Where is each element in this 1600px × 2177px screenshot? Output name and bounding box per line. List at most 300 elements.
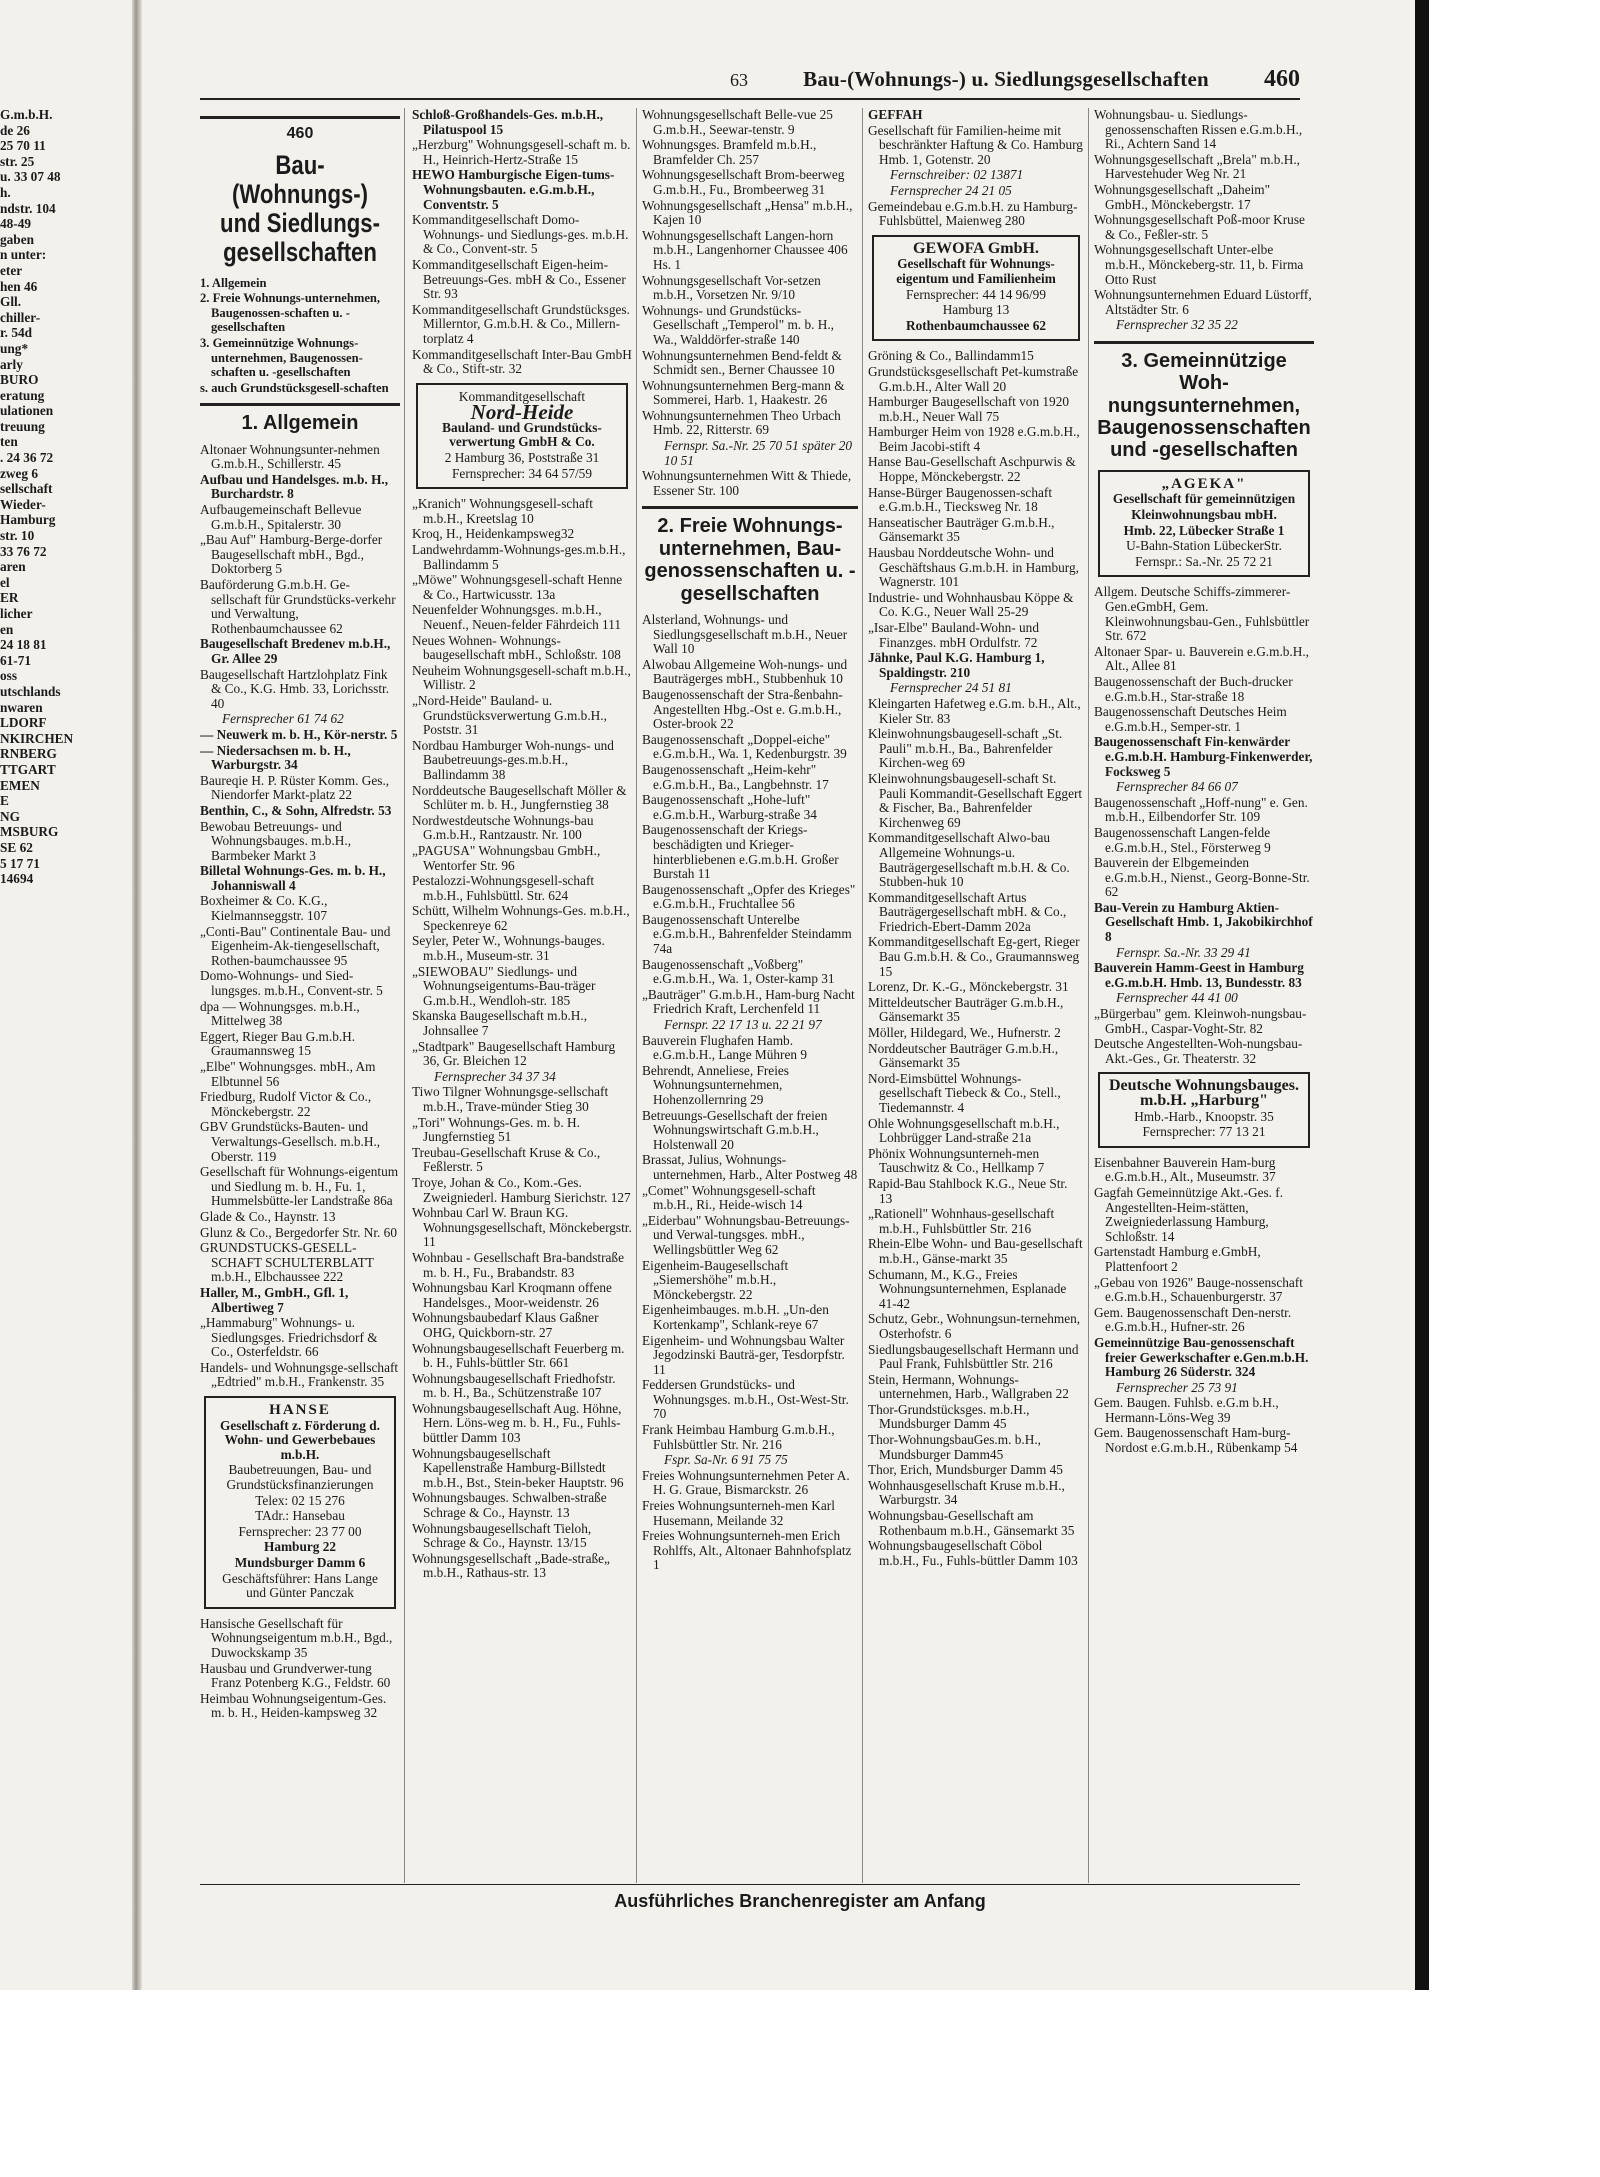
column-3 xyxy=(642,108,858,1908)
fragment-line: LDORF xyxy=(0,715,47,731)
directory-entry: Heimbau Wohnungseigentum-Ges. m. b. H., Heiden-kampsweg 32 xyxy=(200,1690,387,1721)
directory-entry: Wohnungsbauges. Schwalben-straße Schrage & Co., Haynstr. 13 xyxy=(412,1490,607,1521)
directory-entry: Baugenossenschaft Deutsches Heim e.G.m.b.H., Semper-str. 1 xyxy=(1094,704,1287,734)
directory-entry: Norddeutscher Bauträger G.m.b.H., Gänsemarkt 35 xyxy=(868,1040,1059,1071)
fragment-line: h. xyxy=(0,184,11,200)
column-1 xyxy=(200,108,400,1908)
directory-entry: Eigenheim-Baugesellschaft „Siemershöhe" m.b.H., Mönckebergstr. 22 xyxy=(642,1257,789,1302)
directory-entry: Wohnungsunternehmen Witt & Thiede, Essener Str. 100 xyxy=(642,468,852,498)
directory-entry: „Tori" Wohnungs-Ges. m. b. H. Jungfernstieg 51 xyxy=(412,1114,580,1145)
directory-entry: Wohnungsges. Bramfeld m.b.H., Bramfelder Ch. 257 xyxy=(642,137,817,167)
directory-entry: Gesellschaft für Wohnungs-eigentum und Siedlung m. b. H., Fu. 1, Hummelsbütte-ler Landstraße 86a xyxy=(200,1164,399,1209)
directory-entry: Freies Wohnungsunternehmen Peter A. H. G. Graue, Bismarckstr. 26 xyxy=(642,1467,850,1498)
nord-heide-ad-box xyxy=(416,383,628,490)
directory-entry: Freies Wohnungsunterneh-men Karl Husemann, Meilande 32 xyxy=(642,1498,835,1528)
directory-entry: Grundstücksgesellschaft Pet-kumstraße G.m.b.H., Alter Wall 20 xyxy=(868,363,1079,394)
ad-line: Geschäftsführer: Hans Lange und Günter Panczak xyxy=(222,1570,378,1601)
directory-entry: Fernschreiber: 02 13871 xyxy=(890,167,1024,183)
directory-entry: Wohnungsgesellschaft „Brela" m.b.H., Harvestehuder Weg Nr. 21 xyxy=(1094,151,1300,182)
entry-list xyxy=(412,497,632,1581)
directory-entry: Bauverein Hamm-Geest in Hamburg e.G.m.b.H. Hmb. 13, Bundesstr. 83 xyxy=(1094,960,1304,990)
directory-entry: Lorenz, Dr. K.-G., Mönckebergstr. 31 xyxy=(868,979,1069,995)
directory-entry: Fspr. Sa-Nr. 6 91 75 75 xyxy=(664,1452,788,1468)
directory-entry: Baugenossenschaft „Heim-kehr" e.G.m.b.H., Ba., Langbehnstr. 17 xyxy=(642,761,829,792)
directory-entry: Alwobau Allgemeine Woh-nungs- und Bauträgerges mbH., Stubbenhuk 10 xyxy=(642,656,848,687)
directory-entry: Gröning & Co., Ballindamm15 xyxy=(868,348,1034,364)
directory-entry: Thor-Grundstücksges. m.b.H., Mundsburger Damm 45 xyxy=(868,1401,1030,1432)
fragment-line: ten xyxy=(0,434,18,450)
fragment-line: eratung xyxy=(0,387,45,403)
directory-entry: Fernsprecher 84 66 07 xyxy=(1116,779,1238,795)
directory-entry: Wohnungsbau-Gesellschaft am Rothenbaum m.b.H., Gänsemarkt 35 xyxy=(868,1508,1075,1538)
fragment-line: oss xyxy=(0,668,17,684)
ad-line: Gesellschaft z. Förderung d. Wohn- und Gewerbebaues m.b.H. xyxy=(220,1417,380,1462)
directory-entry: Wohnungsgesellschaft Brom-beerweg G.m.b.H., Fu., Brombeerweg 31 xyxy=(642,167,845,197)
ad-line: Hamburg 13 xyxy=(942,302,1010,318)
directory-entry: Baugenossenschaft „Opfer des Krieges" e.G.m.b.H., Fruchtallee 56 xyxy=(642,881,856,912)
directory-entry: Wohnungsgesellschaft „Bade-straße„ m.b.H., Rathaus-str. 13 xyxy=(412,1550,610,1581)
directory-entry: Kommanditgesellschaft Inter-Bau GmbH & Co., Stift-str. 32 xyxy=(412,346,632,377)
directory-entry: Baugenossenschaft der Buch-drucker e.G.m.b.H., Star-straße 18 xyxy=(1094,673,1293,704)
fragment-line: el xyxy=(0,574,10,590)
directory-entry: GEFFAH xyxy=(868,108,923,122)
fragment-line: RNBERG xyxy=(0,746,57,762)
directory-entry: dpa — Wohnungsges. m.b.H., Mittelweg 38 xyxy=(200,998,360,1029)
directory-entry: Seyler, Peter W., Wohnungs-bauges. m.b.H., Museum-str. 31 xyxy=(412,933,605,964)
directory-entry: Norddeutsche Baugesellschaft Möller & Schlüter m. b. H., Jungfernstieg 38 xyxy=(412,782,627,813)
fragment-line: r. 54d xyxy=(0,325,33,341)
ad-line: 2 Hamburg 36, Poststraße 31 xyxy=(444,450,600,466)
entry-list xyxy=(1094,1156,1314,1456)
entry-list xyxy=(200,443,400,1390)
directory-entry: Wohnungsbaugesellschaft Feuerberg m. b. H., Fuhls-büttler Str. 661 xyxy=(412,1340,625,1371)
entry-list xyxy=(1094,585,1314,1066)
ad-line: HANSE xyxy=(269,1402,331,1419)
directory-entry: Schütt, Wilhelm Wohnungs-Ges. m.b.H., Speckenreye 62 xyxy=(412,903,630,933)
directory-entry: Ohle Wohnungsgesellschaft m.b.H., Lohbrügger Land-straße 21a xyxy=(868,1115,1060,1146)
directory-entry: Kommanditgesellschaft Alwo-bau Allgemeine Wohnungs-u. Bauträgergesellschaft m.b.H. & Co. Stubben-huk 10 xyxy=(868,830,1070,890)
directory-entry: Kommanditgesellschaft Eg-gert, Rieger Bau G.m.b.H. & Co., Graumannsweg 15 xyxy=(868,934,1080,979)
fragment-line: gaben xyxy=(0,231,34,247)
fragment-line: 61-71 xyxy=(0,652,32,668)
directory-entry: Wohnungsbaubedarf Klaus Gaßner OHG, Quickborn-str. 27 xyxy=(412,1310,599,1340)
directory-entry: Benthin, C., & Sohn, Alfredstr. 53 xyxy=(200,802,392,818)
directory-entry: Wohnhausgesellschaft Kruse m.b.H., Warburgstr. 34 xyxy=(868,1477,1065,1508)
directory-entry: Jähnke, Paul K.G. Hamburg 1, Spaldingstr. 210 xyxy=(868,650,1045,680)
directory-entry: GBV Grundstücks-Bauten- und Verwaltungs-Gesellsch. m.b.H., Oberstr. 119 xyxy=(200,1119,381,1164)
directory-entry: Gemeinnützige Bau-genossenschaft freier Gewerkschafter e.Gen.m.b.H. Hamburg 26 Süderstr. 324 xyxy=(1094,1334,1309,1380)
column-4 xyxy=(868,108,1084,1908)
fragment-line: aren xyxy=(0,559,26,575)
directory-entry: Kleinwohnungsbaugesell-schaft „St. Pauli" m.b.H., Ba., Bahrenfelder Kirchen-weg 69 xyxy=(868,726,1063,771)
fragment-line: en xyxy=(0,621,14,637)
directory-entry: Deutsche Angestellten-Woh-nungsbau-Akt.-Ges., Gr. Theaterstr. 32 xyxy=(1094,1036,1303,1066)
directory-entry: Baugenossenschaft Unterelbe e.G.m.b.H., Bahrenfelder Steindamm 74a xyxy=(642,911,852,957)
directory-entry: Wohnungsgesellschaft „Hensa" m.b.H., Kajen 10 xyxy=(642,197,853,228)
directory-entry: Bau-Verein zu Hamburg Aktien-Gesellschaft Hmb. 1, Jakobikirchhof 8 xyxy=(1094,899,1313,945)
directory-entry: Wohnungsunternehmen Theo Urbach Hmb. 22, Ritterstr. 69 xyxy=(642,407,841,438)
directory-entry: Gem. Baugenossenschaft Ham-burg-Nordost e.G.m.b.H., Rübenkamp 54 xyxy=(1094,1425,1298,1456)
ad-line: Fernsprecher: 77 13 21 xyxy=(1142,1124,1266,1140)
fragment-line: hen 46 xyxy=(0,278,38,294)
directory-entry: Skanska Baugesellschaft m.b.H., Johnsallee 7 xyxy=(412,1008,588,1039)
ad-line: Mundsburger Damm 6 xyxy=(234,1555,366,1571)
directory-entry: Wohnungsgesellschaft Poß-moor Kruse & Co., Feßler-str. 5 xyxy=(1094,212,1305,242)
fragment-line: n unter: xyxy=(0,247,47,263)
ad-line: U-Bahn-Station LübeckerStr. xyxy=(1126,538,1282,554)
directory-entry: „Eiderbau" Wohnungsbau-Betreuungs- und Verwal-tungsges. mbH., Wellingsbüttler Weg 62 xyxy=(642,1212,850,1257)
directory-entry: Hausbau und Grundverwer-tung Franz Potenberg K.G., Feldstr. 60 xyxy=(200,1660,391,1691)
toc-entry: s. auch Grundstücksgesell-schaften xyxy=(200,380,389,395)
directory-entry: Aufbau und Handelsges. m.b. H., Burchardstr. 8 xyxy=(200,471,389,502)
directory-entry: „Bau Auf" Hamburg-Berge-dorfer Baugesellschaft mbH., Bgd., Doktorberg 5 xyxy=(200,532,383,577)
directory-entry: Baugenossenschaft Fin-kenwärder e.G.m.b.H. Hamburg-Finkenwerder, Focksweg 5 xyxy=(1094,734,1313,779)
directory-entry: Kommanditgesellschaft Domo-Wohnungs- und Siedlungs-ges. m.b.H. & Co., Convent-str. 5 xyxy=(412,212,629,257)
directory-entry: Baugenossenschaft „Voßberg" e.G.m.b.H., Wa. 1, Oster-kamp 31 xyxy=(642,956,835,987)
footer-rule xyxy=(200,1884,1300,1885)
directory-entry: Wohnungsunternehmen Bend-feldt & Schmidt sen., Berner Chaussee 10 xyxy=(642,347,842,378)
fragment-line: arly xyxy=(0,356,23,372)
directory-entry: Rhein-Elbe Wohn- und Bau-gesellschaft m.b.H., Gänse-markt 35 xyxy=(868,1236,1083,1266)
running-head-page-number: 460 xyxy=(1264,66,1300,92)
directory-entry: Brassat, Julius, Wohnungs-unternehmen, Harb., Alter Postweg 48 xyxy=(642,1152,858,1182)
directory-entry: Stein, Hermann, Wohnungs-unternehmen, Harb., Wallgraben 22 xyxy=(868,1371,1069,1402)
ad-line: Baubetreuungen, Bau- und Grundstücksfinanzierungen xyxy=(226,1462,374,1493)
directory-entry: Fernsprecher 24 51 81 xyxy=(890,680,1012,696)
directory-entry: Glunz & Co., Bergedorfer Str. Nr. 60 xyxy=(200,1224,397,1240)
directory-entry: Boxheimer & Co. K.G., Kielmannseggstr. 107 xyxy=(200,893,328,924)
fragment-line: MSBURG xyxy=(0,824,59,840)
ad-line: Kommanditgesellschaft xyxy=(458,388,586,404)
directory-entry: Pestalozzi-Wohnungsgesell-schaft m.b.H., Fuhlsbüttl. Str. 624 xyxy=(412,873,595,903)
fragment-line: TTGART xyxy=(0,761,56,777)
directory-entry: Glade & Co., Haynstr. 13 xyxy=(200,1208,336,1224)
directory-entry: Fernspr. 22 17 13 u. 22 21 97 xyxy=(664,1017,822,1033)
fragment-line: ulationen xyxy=(0,403,54,419)
entry-list xyxy=(200,1617,400,1721)
directory-entry: Fernsprecher 34 37 34 xyxy=(434,1068,556,1084)
directory-entry: — Niedersachsen m. b. H., Warburgstr. 34 xyxy=(200,742,351,773)
fragment-line: zweg 6 xyxy=(0,465,39,481)
directory-entry: Kleingarten Hafetweg e.G.m. b.H., Alt., Kieler Str. 83 xyxy=(868,695,1081,726)
directory-entry: Eisenbahner Bauverein Ham-burg e.G.m.b.H., Alt., Museumstr. 37 xyxy=(1094,1154,1276,1185)
directory-entry: Neuenfelder Wohnungsges. m.b.H., Neuenf., Neuen-felder Fährdeich 111 xyxy=(412,602,622,632)
scan-edge-bar xyxy=(1415,0,1429,1990)
fragment-line: str. 25 xyxy=(0,153,35,169)
directory-entry: Baugesellschaft Bredenev m.b.H., Gr. Allee 29 xyxy=(200,636,391,666)
fragment-line: 48-49 xyxy=(0,216,32,232)
directory-entry: Wohnbau Carl W. Braun KG. Wohnungsgesellschaft, Mönckebergstr. 11 xyxy=(412,1205,632,1250)
directory-entry: Bauverein der Elbgemeinden e.G.m.b.H., Nienst., Georg-Bonne-Str. 62 xyxy=(1094,855,1310,900)
directory-entry: Frank Heimbau Hamburg G.m.b.H., Fuhlsbüttler Str. Nr. 216 xyxy=(642,1422,835,1452)
fragment-line: 25 70 11 xyxy=(0,138,46,154)
directory-entry: Eggert, Rieger Bau G.m.b.H. Graumannsweg 15 xyxy=(200,1028,356,1059)
fragment-line: licher xyxy=(0,606,33,621)
directory-entry: Bauverein Flughafen Hamb. e.G.m.b.H., Lange Mühren 9 xyxy=(642,1032,807,1063)
directory-entry: Baugenossenschaft „Doppel-eiche" e.G.m.b.H., Wa. 1, Kedenburgstr. 39 xyxy=(642,731,847,762)
directory-entry: Wohnungsbaugesellschaft Kapellenstraße Hamburg-Billstedt m.b.H., Bst., Stein-beker Hauptstr. 96 xyxy=(412,1445,624,1490)
fragment-line: Hamburg xyxy=(0,512,56,528)
fragment-line: SE 62 xyxy=(0,839,33,855)
header-rule xyxy=(200,98,1300,100)
fragment-line: str. 10 xyxy=(0,528,35,544)
fragment-line: eter xyxy=(0,262,23,278)
entry-list xyxy=(868,349,1084,1568)
directory-entry: Fernsprecher 32 35 22 xyxy=(1116,317,1238,333)
directory-entry: „Herzburg" Wohnungsgesell-schaft m. b. H., Heinrich-Hertz-Straße 15 xyxy=(412,137,631,167)
ad-line: Rothenbaumchaussee 62 xyxy=(905,317,1046,333)
ad-line: Gesellschaft für Wohnungs-eigentum und Familienheim xyxy=(896,256,1056,286)
ad-line: Kleinwohnungsbau mbH. xyxy=(1131,507,1277,523)
entry-list xyxy=(642,108,858,498)
directory-entry: Baugenossenschaft „Hohe-luft" e.G.m.b.H., Warburg-straße 34 xyxy=(642,792,817,822)
column-divider xyxy=(1088,108,1089,1883)
directory-entry: Nord-Eimsbüttel Wohnungs-gesellschaft Tiebeck & Co., Stell., Tiedemannstr. 4 xyxy=(868,1070,1061,1115)
directory-entry: — Neuwerk m. b. H., Kör-nerstr. 5 xyxy=(200,726,398,742)
directory-entry: „Gebau von 1926" Bauge-nossenschaft e.G.m.b.H., Schauenburgerstr. 37 xyxy=(1094,1274,1303,1305)
entry-list xyxy=(412,108,632,377)
toc-entry: 1. Allgemein xyxy=(200,275,267,290)
toc-entry: 3. Gemeinnützige Wohnungs-unternehmen, Baugenossen-schaften u. -gesellschaften xyxy=(200,335,363,380)
directory-entry: Aufbaugemeinschaft Bellevue G.m.b.H., Spitalerstr. 30 xyxy=(200,502,362,532)
directory-entry: Wohnungs- und Grundstücks-Gesellschaft „Temperol" m. b. H., Wa., Walddörfer-straße 140 xyxy=(642,302,834,347)
deutsche-wohnungsbau-ad-box xyxy=(1098,1072,1310,1147)
directory-entry: Baugesellschaft Hartzlohplatz Fink & Co., K.G. Hmb. 33, Lorichsstr. 40 xyxy=(200,666,390,711)
directory-entry: Troye, Johan & Co., Kom.-Ges. Zweigniederl. Hamburg Sierichstr. 127 xyxy=(412,1174,631,1205)
directory-entry: Wohnungsbaugesellschaft Cöbol m.b.H., Fu., Fuhls-büttler Damm 103 xyxy=(868,1538,1078,1568)
directory-entry: Tiwo Tilgner Wohnungsge-sellschaft m.b.H., Trave-münder Stieg 30 xyxy=(412,1084,609,1114)
directory-entry: „Comet" Wohnungsgesell-schaft m.b.H., Ri., Heide-wisch 14 xyxy=(642,1182,816,1213)
directory-entry: Kommanditgesellschaft Eigen-heim-Betreuungs-Ges. mbH & Co., Essener Str. 93 xyxy=(412,256,626,302)
directory-entry: Wohnbau - Gesellschaft Bra-bandstraße m. b. H., Fu., Brabandstr. 83 xyxy=(412,1249,624,1280)
directory-entry: Kommanditgesellschaft Artus Bauträgergesellschaft mbH. & Co., Friedrich-Ebert-Damm 202a xyxy=(868,889,1067,934)
footer-note: Ausführliches Branchenregister am Anfang xyxy=(614,1891,986,1911)
scan-margin xyxy=(1415,0,1600,2177)
ad-line: Fernspr.: Sa.-Nr. 25 72 21 xyxy=(1135,553,1273,569)
directory-entry: „Bürgerbau" gem. Kleinwoh-nungsbau-GmbH., Caspar-Voght-Str. 82 xyxy=(1094,1006,1307,1036)
directory-entry: Kleinwohnungsbaugesell-schaft St. Pauli Kommandit-Gesellschaft Eggert & Fischer, Ba., Bahrenfelder Kirchenweg 69 xyxy=(868,770,1083,830)
ad-line: Gesellschaft für gemeinnützigen xyxy=(1112,491,1296,507)
directory-entry: Altonaer Spar- u. Bauverein e.G.m.b.H., Alt., Allee 81 xyxy=(1094,643,1310,674)
directory-entry: Wohnungsbaugesellschaft Aug. Höhne, Hern. Löns-weg m. b. H., Fu., Fuhls-büttler Damm 103 xyxy=(412,1400,622,1446)
left-page-fragment xyxy=(0,108,128,1908)
directory-entry: Friedburg, Rudolf Victor & Co., Mönckebergstr. 22 xyxy=(200,1089,372,1119)
directory-entry: Gem. Baugen. Fuhlsb. e.G.m b.H., Hermann-Löns-Weg 39 xyxy=(1094,1395,1279,1425)
directory-entry: Möller, Hildegard, We., Hufnerstr. 2 xyxy=(868,1025,1061,1041)
directory-entry: „Stadtpark" Baugesellschaft Hamburg 36, Gr. Bleichen 12 xyxy=(412,1038,616,1069)
ad-line: GEWOFA GmbH. xyxy=(913,239,1039,257)
directory-entry: Fernspr. Sa.-Nr. 25 70 51 später 20 10 51 xyxy=(664,438,853,468)
directory-entry: Neues Wohnen- Wohnungs-baugesellschaft mbH., Schloßstr. 108 xyxy=(412,632,621,663)
directory-entry: Freies Wohnungsunterneh-men Erich Rohlffs, Alt., Altonaer Bahnhofsplatz 1 xyxy=(642,1528,852,1573)
directory-entry: Thor, Erich, Mundsburger Damm 45 xyxy=(868,1462,1063,1478)
directory-entry: Schumann, M., K.G., Freies Wohnungsunternehmen, Esplanade 41-42 xyxy=(868,1266,1067,1311)
directory-entry: Wohnungsunternehmen Berg-mann & Sommerei, Harb. 1, Haakestr. 26 xyxy=(642,377,845,408)
directory-entry: Gem. Baugenossenschaft Den-nerstr. e.G.m.b.H., Hufner-str. 26 xyxy=(1094,1304,1292,1335)
directory-entry: Industrie- und Wohnhausbau Köppe & Co. K.G., Neuer Wall 25-29 xyxy=(868,589,1074,620)
fragment-line: E xyxy=(0,793,9,809)
fragment-line: 33 76 72 xyxy=(0,543,47,559)
directory-entry: Wohnungsgesellschaft „Daheim" GmbH., Mönckebergstr. 17 xyxy=(1094,181,1271,212)
directory-entry: Wohnungsbau Karl Kroqmann offene Handelsges., Moor-weidenstr. 26 xyxy=(412,1280,612,1310)
ad-line: Fernsprecher: 44 14 96/99 xyxy=(906,286,1046,302)
fragment-line: 24 18 81 xyxy=(0,637,47,653)
directory-entry: Hanse Bau-Gesellschaft Aschpurwis & Hoppe, Mönckebergstr. 22 xyxy=(868,454,1076,485)
directory-entry: Hanse-Bürger Baugenossen-schaft e.G.m.b.H., Tiecksweg Nr. 18 xyxy=(868,484,1053,515)
column-divider xyxy=(862,108,863,1883)
directory-entry: Behrendt, Anneliese, Freies Wohnungsunternehmen, Hohenzollernring 29 xyxy=(642,1062,789,1107)
column-2 xyxy=(412,108,632,1908)
ad-line: Fernsprecher: 34 64 57/59 xyxy=(452,465,592,481)
ageka-ad-box xyxy=(1098,470,1310,578)
fragment-line: de 26 xyxy=(0,122,30,138)
ad-line: Nord-Heide xyxy=(470,400,574,425)
section-heading-allgemein: 1. Allgemein xyxy=(200,403,400,434)
directory-entry: Hanseatischer Bauträger G.m.b.H., Gänsemarkt 35 xyxy=(868,514,1055,545)
directory-entry: „Bauträger" G.m.b.H., Ham-burg Nacht Friedrich Kraft, Lerchenfeld 11 xyxy=(642,986,855,1017)
directory-entry: Thor-WohnungsbauGes.m. b.H., Mundsburger Damm45 xyxy=(868,1432,1041,1462)
directory-entry: Wohnungsgesellschaft Unter-elbe m.b.H., Mönckeberg-str. 11, b. Firma Otto Rust xyxy=(1094,242,1304,287)
directory-entry: Alsterland, Wohnungs- und Siedlungsgesellschaft m.b.H., Neuer Wall 10 xyxy=(642,612,848,657)
directory-entry: Mitteldeutscher Bauträger G.m.b.H., Gänsemarkt 35 xyxy=(868,994,1064,1025)
entry-list xyxy=(868,108,1084,229)
directory-entry: Wohnungsbaugesellschaft Tieloh, Schrage & Co., Haynstr. 13/15 xyxy=(412,1520,592,1551)
running-head-column-number: 63 xyxy=(730,70,748,90)
directory-entry: Wohnungsgesellschaft Vor-setzen m.b.H., Vorsetzen Nr. 9/10 xyxy=(642,272,821,303)
directory-entry: Domo-Wohnungs- und Sied-lungsges. m.b.H., Convent-str. 5 xyxy=(200,968,383,999)
directory-entry: Wohnungsunternehmen Eduard Lüstorff, Altstädter Str. 6 xyxy=(1094,287,1312,317)
directory-entry: Wohnungsgesellschaft Langen-horn m.b.H., Langenhorner Chaussee 406 Hs. 1 xyxy=(642,227,848,272)
ad-line: Hmb. 22, Lübecker Straße 1 xyxy=(1123,522,1285,538)
directory-entry: Gartenstadt Hamburg e.GmbH, Plattenfoort 2 xyxy=(1094,1244,1261,1274)
fragment-line: NG xyxy=(0,808,20,824)
toc-entry: 2. Freie Wohnungs-unternehmen, Baugenossen-schaften u. -gesellschaften xyxy=(200,291,381,335)
directory-entry: Baugenossenschaft „Hoff-nung" e. Gen. m.b.H., Eilbendorfer Str. 109 xyxy=(1094,794,1308,825)
directory-entry: „Elbe" Wohnungsges. mbH., Am Elbtunnel 56 xyxy=(200,1059,376,1089)
directory-entry: Baureqie H. P. Rüster Komm. Ges., Niendorfer Markt-platz 22 xyxy=(200,772,390,803)
directory-entry: Nordwestdeutsche Wohnungs-bau G.m.b.H., Rantzaustr. Nr. 100 xyxy=(412,812,594,843)
column-divider xyxy=(636,108,637,1883)
directory-entry: „Conti-Bau" Continentale Bau- und Eigenheim-Ak-tiengesellschaft, Rothen-baumchaussee 95 xyxy=(200,923,391,968)
directory-entry: Wohnungsgesellschaft Belle-vue 25 G.m.b.H., Seewar-tenstr. 9 xyxy=(642,108,833,137)
directory-entry: Kroq, H., Heidenkampsweg32 xyxy=(412,526,575,542)
ad-line: Telex: 02 15 276 xyxy=(255,1492,345,1508)
directory-entry: Phönix Wohnungsunterneh-men Tauschwitz & Co., Hellkamp 7 xyxy=(868,1145,1045,1176)
directory-entry: Baugenossenschaft der Stra-ßenbahn-Angestellten Hbg.-Ost e. G.m.b.H., Oster-brook 22 xyxy=(642,686,843,732)
directory-entry: Allgem. Deutsche Schiffs-zimmerer-Gen.eGmbH, Gem. Kleinwohnungsbau-Gen., Fuhlsbüttler Str. 672 xyxy=(1094,584,1310,644)
toc-number: 460 xyxy=(200,116,400,143)
directory-entry: Schloß-Großhandels-Ges. m.b.H., Pilatuspool 15 xyxy=(412,108,604,137)
directory-entry: Rapid-Bau Stahlbock K.G., Neue Str. 13 xyxy=(868,1175,1068,1206)
directory-entry: Kommanditgesellschaft Grundstücksges. Millerntor, G.m.b.H. & Co., Millern-torplatz 4 xyxy=(412,301,630,346)
directory-entry: Wohnungsbau- u. Siedlungs-genossenschaften Rissen e.G.m.b.H., Ri., Achtern Sand 14 xyxy=(1094,108,1303,152)
ad-line: Hmb.-Harb., Knoopstr. 35 xyxy=(1134,1108,1274,1124)
directory-entry: „SIEWOBAU" Siedlungs- und Wohnungseigentums-Bau-träger G.m.b.H., Wendloh-str. 185 xyxy=(412,963,596,1008)
directory-entry: Fernsprecher 61 74 62 xyxy=(222,711,344,727)
scan-bottom-margin xyxy=(0,1990,1415,2177)
directory-entry: Bewobau Betreuungs- und Wohnungsbauges. m.b.H., Barmbeker Markt 3 xyxy=(200,818,352,863)
fragment-line: ung* xyxy=(0,340,29,356)
directory-entry: Hamburger Baugesellschaft von 1920 m.b.H., Neuer Wall 75 xyxy=(868,394,1070,424)
fragment-line: 14694 xyxy=(0,871,34,887)
directory-entry: HEWO Hamburgische Eigen-tums-Wohnungsbauten. e.G.m.b.H., Conventstr. 5 xyxy=(412,167,615,212)
directory-entry: GRUNDSTUCKS-GESELL-SCHAFT SCHULTERBLATT m.b.H., Elbchaussee 222 xyxy=(200,1240,374,1285)
directory-entry: Hamburger Heim von 1928 e.G.m.b.H., Beim Jacobi-stift 4 xyxy=(868,424,1080,454)
fragment-line: nwaren xyxy=(0,699,43,715)
directory-entry: Fernsprecher 25 73 91 xyxy=(1116,1379,1238,1395)
directory-entry: Bauförderung G.m.b.H. Ge-sellschaft für Grundstücks-verkehr und Verwaltung, Rothenbaumchaussee 62 xyxy=(200,577,396,636)
hanse-ad-box xyxy=(204,1396,396,1609)
directory-entry: Hausbau Norddeutsche Wohn- und Geschäftshaus G.m.b.H. in Hamburg, Wagnerstr. 101 xyxy=(868,545,1079,590)
directory-entry: „Möwe" Wohnungsgesell-schaft Henne & Co., Hartwicusstr. 13a xyxy=(412,572,623,602)
directory-entry: Billetal Wohnungs-Ges. m. b. H., Johanniswall 4 xyxy=(200,863,386,893)
fragment-line: BURO xyxy=(0,372,39,388)
directory-entry: „Nord-Heide" Bauland- u. Grundstücksverwertung G.m.b.H., Poststr. 31 xyxy=(412,692,607,738)
directory-entry: Siedlungsbaugesellschaft Hermann und Paul Frank, Fuhlsbüttler Str. 216 xyxy=(868,1341,1079,1372)
fragment-line: u. 33 07 48 xyxy=(0,169,61,185)
directory-entry: Baugenossenschaft Langen-felde e.G.m.b.H., Stel., Försterweg 9 xyxy=(1094,824,1271,855)
section-heading-freie: 2. Freie Wohnungs-unternehmen, Bau-genossenschaften u. -gesellschaften xyxy=(642,506,858,605)
directory-entry: Haller, M., GmbH., Gfl. 1, Albertiweg 7 xyxy=(200,1284,349,1315)
fragment-line: Gll. xyxy=(0,294,22,310)
ad-line: TAdr.: Hansebau xyxy=(255,1508,345,1524)
fragment-line: . 24 36 72 xyxy=(0,450,54,466)
fragment-line: chiller- xyxy=(0,309,41,325)
directory-entry: Eigenheimbauges. m.b.H. „Un-den Kortenkamp", Schlank-reye 67 xyxy=(642,1302,829,1332)
ad-line: Bauland- und Grundstücks-verwertung GmbH & Co. xyxy=(442,419,602,450)
directory-entry: Gagfah Gemeinnützige Akt.-Ges. f. Angestellten-Heim-stätten, Zweigniederlassung Hamburg, Schloßstr. 14 xyxy=(1094,1184,1284,1244)
ad-line: Fernsprecher: 23 77 00 xyxy=(238,1523,362,1539)
directory-entry: Neuheim Wohnungsgesell-schaft m.b.H., Willistr. 2 xyxy=(412,662,631,693)
fragment-line: ndstr. 104 xyxy=(0,200,56,216)
directory-entry: „Kranich" Wohnungsgesell-schaft m.b.H., Kreetslag 10 xyxy=(412,496,593,526)
toc-title: Bau- (Wohnungs-) und Siedlungs- gesellschaften xyxy=(220,149,380,268)
directory-entry: Betreuungs-Gesellschaft der freien Wohnungswirtschaft G.m.b.H., Holstenwall 20 xyxy=(642,1107,828,1152)
directory-entry: Wohnungsbaugesellschaft Friedhofstr. m. b. H., Ba., Schützenstraße 107 xyxy=(412,1370,616,1401)
directory-entry: „Isar-Elbe" Bauland-Wohn- und Finanzges. mbH Ordulfstr. 72 xyxy=(868,620,1039,650)
fragment-line: treuung xyxy=(0,418,45,434)
ad-line: Hamburg 22 xyxy=(263,1539,337,1555)
directory-entry: Feddersen Grundstücks- und Wohnungsges. m.b.H., Ost-West-Str. 70 xyxy=(642,1377,849,1422)
directory-entry: Fernsprecher 44 41 00 xyxy=(1116,990,1238,1006)
directory-entry: Treubau-Gesellschaft Kruse & Co., Feßlerstr. 5 xyxy=(412,1144,601,1175)
column-5 xyxy=(1094,108,1314,1908)
directory-entry: „PAGUSA" Wohnungsbau GmbH., Wentorfer Str. 96 xyxy=(412,842,601,873)
directory-entry: Altonaer Wohnungsunter-nehmen G.m.b.H., Schillerstr. 45 xyxy=(200,441,380,472)
ad-line: Deutsche Wohnungsbauges. m.b.H. „Harburg" xyxy=(1109,1077,1299,1110)
directory-entry: Handels- und Wohnungsge-sellschaft „Edtried" m.b.H., Frankenstr. 35 xyxy=(200,1359,399,1390)
fragment-line: EMEN xyxy=(0,777,40,793)
running-head xyxy=(730,66,1300,96)
directory-entry: Hansische Gesellschaft für Wohnungseigentum m.b.H., Bgd., Duwockskamp 35 xyxy=(200,1615,393,1660)
fragment-line: sellschaft xyxy=(0,481,53,497)
running-head-title: Bau-(Wohnungs-) u. Siedlungsgesellschaften xyxy=(803,67,1209,91)
directory-entry: Nordbau Hamburger Woh-nungs- und Baubetreuungs-ges.m.b.H., Ballindamm 38 xyxy=(412,737,614,782)
directory-entry: „Hammaburg" Wohnungs- u. Siedlungsges. Friedrichsdorf & Co., Osterfeldstr. 66 xyxy=(200,1315,378,1360)
entry-list xyxy=(642,613,858,1573)
directory-entry: Fernspr. Sa.-Nr. 33 29 41 xyxy=(1116,944,1251,960)
directory-entry: Schutz, Gebr., Wohnungsun-ternehmen, Osterhofstr. 6 xyxy=(868,1311,1081,1341)
page-fold-shadow xyxy=(132,0,142,1990)
ad-line: „AGEKA" xyxy=(1161,475,1247,492)
fragment-line: ER xyxy=(0,590,19,606)
directory-entry: Fernsprecher 24 21 05 xyxy=(890,182,1012,198)
section-heading-gemeinnuetzige: 3. Gemeinnützige Woh-nungsunternehmen, Baugenossenschaften und -gesellschaften xyxy=(1094,341,1314,462)
fragment-line: Wieder- xyxy=(0,496,46,512)
directory-entry: Baugenossenschaft der Kriegs-beschädigten und Krieger-hinterbliebenen e.G.m.b.H. Großer Burstah 11 xyxy=(642,822,839,882)
fragment-line: 5 17 71 xyxy=(0,855,40,871)
directory-entry: Gemeindebau e.G.m.b.H. zu Hamburg-Fuhlsbüttel, Maienweg 280 xyxy=(868,198,1078,229)
